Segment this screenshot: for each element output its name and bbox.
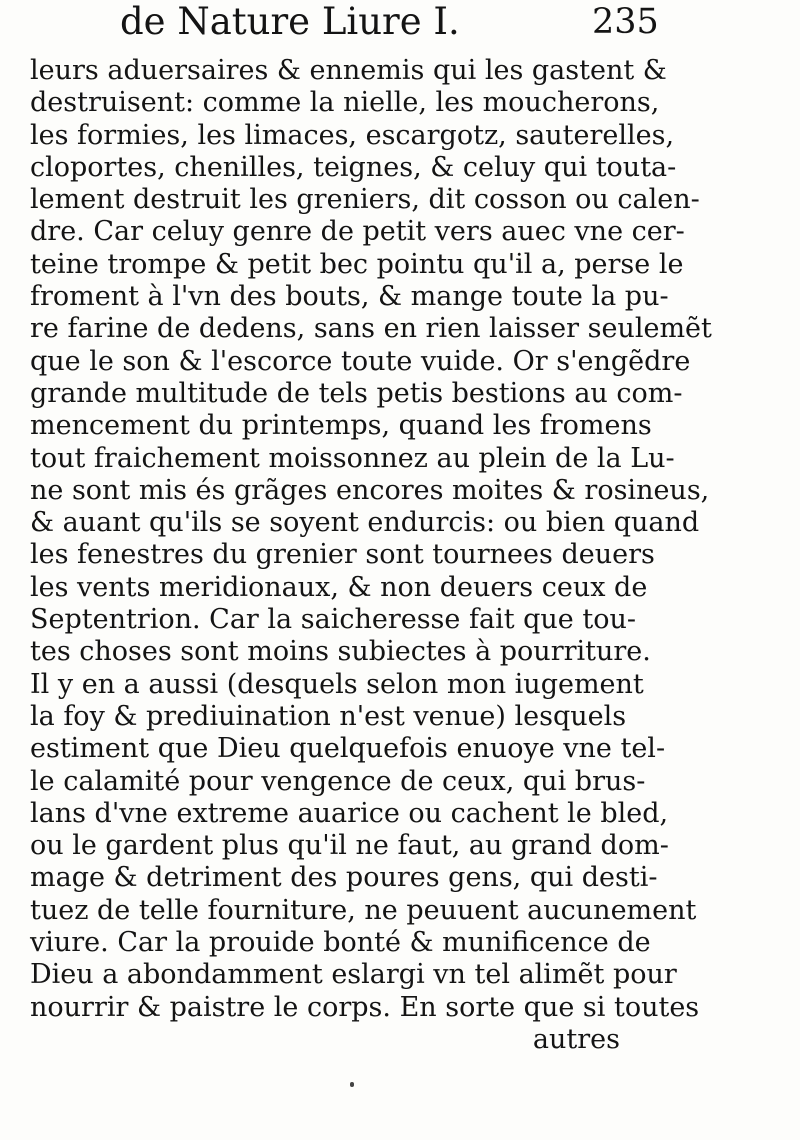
text-line: que le son & l'escorce toute vuide. Or s'engẽdre <box>30 345 691 377</box>
text-line: froment à l'vn des bouts, & mange toute la pu- <box>30 281 669 313</box>
text-line: Il y en a aussi (desquels selon mon iugement <box>30 668 644 700</box>
body-text <box>30 55 712 1056</box>
text-line: mage & detriment des poures gens, qui desti- <box>30 862 658 894</box>
text-line: ne sont mis és grãges encores moites & rosineus, <box>30 474 710 506</box>
text-line: cloportes, chenilles, teignes, & celuy qui touta- <box>30 151 677 183</box>
text-line: viure. Car la prouide bonté & munificence de <box>30 927 651 959</box>
text-line: leurs aduersaires & ennemis qui les gastent & <box>30 55 667 86</box>
text-line: Dieu a abondamment eslargi vn tel alimẽt pour <box>30 959 677 991</box>
text-line: tuez de telle fourniture, ne peuuent aucunement <box>30 894 697 926</box>
text-line: lement destruit les greniers, dit cosson ou calen- <box>30 184 700 216</box>
text-line: estiment que Dieu quelquefois enuoye vne tel- <box>30 733 666 765</box>
text-line: autres <box>532 1023 620 1055</box>
text-line: re farine de dedens, sans en rien laisser seulemẽt <box>30 313 712 345</box>
text-line: le calamité pour vengence de ceux, qui brus- <box>30 765 646 797</box>
text-line: les formies, les limaces, escargotz, sauterelles, <box>30 119 675 151</box>
running-header <box>120 0 660 48</box>
text-line: tes choses sont moins subiectes à pourriture. <box>30 636 651 668</box>
text-line: tout fraichement moissonnez au plein de la Lu- <box>30 442 675 474</box>
text-line: grande multitude de tels petis bestions au com- <box>30 377 683 409</box>
text-line: lans d'vne extreme auarice ou cachent le bled, <box>30 797 669 829</box>
text-line: mencement du printemps, quand les fromens <box>30 410 652 442</box>
text-line: les vents meridionaux, & non deuers ceux de <box>30 571 648 603</box>
text-line: ou le gardent plus qu'il ne faut, au grand dom- <box>30 830 669 862</box>
text-line: dre. Car celuy genre de petit vers auec vne cer- <box>30 216 685 248</box>
running-title: de Nature Liure I. <box>120 0 460 43</box>
text-line: destruisent: comme la nielle, les moucherons, <box>30 87 660 119</box>
text-line: & auant qu'ils se soyent endurcis: ou bien quand <box>30 507 700 539</box>
text-line: nourrir & paistre le corps. En sorte que si toutes <box>30 991 700 1023</box>
text-line: Septentrion. Car la saicheresse fait que tou- <box>30 604 636 636</box>
text-line: teine trompe & petit bec pointu qu'il a, perse le <box>30 248 684 280</box>
text-line: les fenestres du grenier sont tournees deuers <box>30 539 655 571</box>
page-number: 235 <box>592 2 659 42</box>
text-line: la foy & prediuination n'est venue) lesquels <box>30 700 627 732</box>
ink-speck <box>350 1082 354 1087</box>
